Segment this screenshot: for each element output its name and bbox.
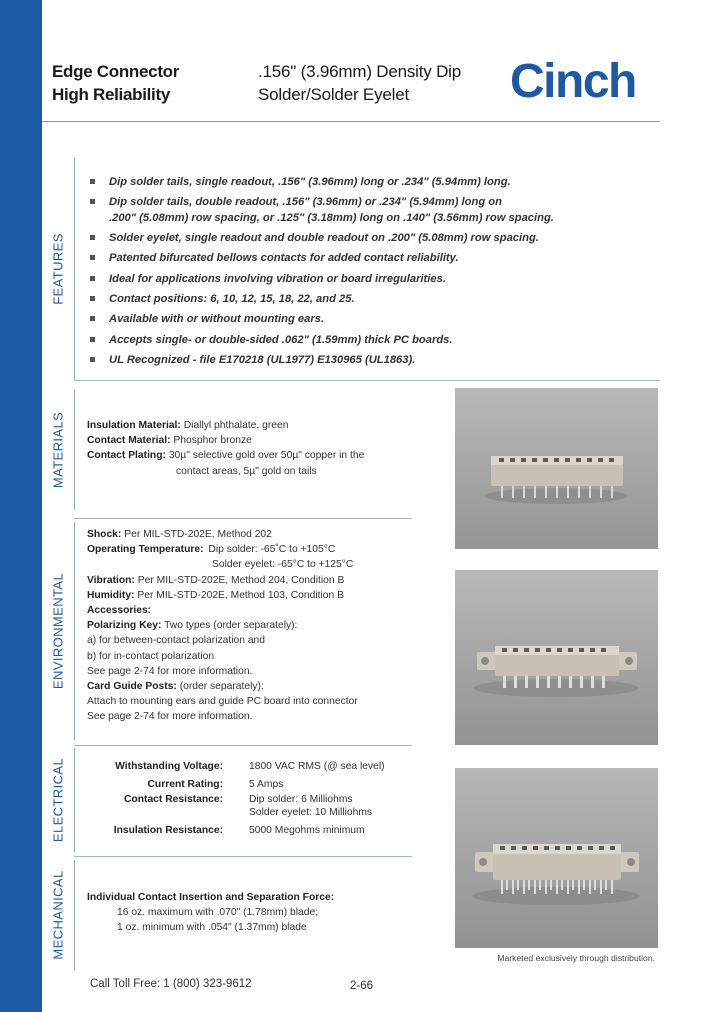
- features-list: [90, 172, 650, 371]
- section-mechanical: [42, 860, 75, 970]
- bullet-icon: [90, 276, 95, 281]
- title-line-1: Edge Connector: [52, 62, 180, 81]
- section-materials-label: MATERIALS: [50, 411, 66, 489]
- cinch-logo: Cinch: [510, 55, 636, 108]
- electrical-divider: [74, 856, 412, 857]
- bullet-icon: [90, 357, 95, 362]
- bullet-icon: [90, 337, 95, 342]
- bullet-icon: [90, 235, 95, 240]
- bullet-icon: [90, 179, 95, 184]
- title-line-2: High Reliability: [52, 85, 170, 104]
- list-item: Solder eyelet, single readout and double readout on .200" (5.08mm) row spacing.: [90, 228, 650, 248]
- environmental-block: Shock: Per MIL-STD-202E, Method 202 Operating Temperature: Dip solder: -65˚C to +105°C Solder eyelet: -65°C to +125°C Vibration: Per MIL-STD-202E, Method 204, Condition B Humidity: Per MIL-STD-202E, Method 103, Condition B Accessories: Polarizing Key: Two types (order separately): a) for between-contact polarization and b) for in-contact polarization See page 2-74 for more information. Card Guide Posts: (order separately): Attach to mounting ears and guide PC board into connector See page 2-74 for more information.: [87, 529, 358, 723]
- section-features-label: FEATURES: [50, 233, 66, 305]
- current-rating-row: Current Rating: 5 Amps: [147, 779, 284, 790]
- list-item: Patented bifurcated bellows contacts for added contact reliability.: [90, 248, 650, 268]
- list-item: Contact positions: 6, 10, 12, 15, 18, 22, and 25.: [90, 289, 650, 309]
- product-title: [52, 60, 179, 106]
- withstanding-voltage-row: Withstanding Voltage: 1800 VAC RMS (@ sea level): [115, 761, 385, 772]
- materials-block: Insulation Material: Diallyl phthalate, green Contact Material: Phosphor bronze Contact Plating: 30µ" selective gold over 50µ" copper in the contact areas, 5µ" gold on tails: [87, 420, 365, 477]
- toll-free-number: Call Toll Free: 1 (800) 323-9612: [90, 978, 252, 990]
- subtitle-line-2: Solder/Solder Eyelet: [258, 85, 409, 104]
- bullet-icon: [90, 255, 95, 260]
- section-environmental: [42, 522, 75, 740]
- bullet-icon: [90, 316, 95, 321]
- materials-divider: [74, 518, 412, 519]
- list-item: Dip solder tails, double readout, .156" (3.96mm) or .234" (5.94mm) long on .200" (5.08mm) row spacing, or .125" (3.18mm) long on .140" (3.56mm) row spacing.: [90, 192, 650, 225]
- section-mechanical-label: MECHANICAL: [50, 870, 66, 960]
- page-number: 2-66: [350, 980, 374, 992]
- section-environmental-label: ENVIRONMENTAL: [50, 572, 66, 690]
- insulation-resistance-row: Insulation Resistance: 5000 Megohms minimum: [113, 825, 365, 836]
- section-materials: [42, 390, 75, 510]
- connector-photo-dip-single: [455, 388, 658, 549]
- left-color-bar: [0, 0, 42, 1012]
- environmental-divider: [74, 745, 412, 746]
- list-item: Accepts single- or double-sided .062" (1.59mm) thick PC boards.: [90, 330, 650, 350]
- product-subtitle: [258, 60, 461, 106]
- section-features: [42, 158, 75, 380]
- bullet-icon: [90, 199, 95, 204]
- list-item: UL Recognized - file E170218 (UL1977) E130965 (UL1863).: [90, 350, 650, 370]
- section-electrical: [42, 748, 75, 852]
- connector-photo-eyelet-ears: [455, 570, 658, 745]
- subtitle-line-1: .156" (3.96mm) Density Dip: [258, 62, 462, 81]
- list-item: Ideal for applications involving vibration or board irregularities.: [90, 269, 650, 289]
- list-item: Dip solder tails, single readout, .156" (3.96mm) long or .234" (5.94mm) long.: [90, 172, 650, 192]
- header-divider: [42, 121, 660, 122]
- mechanical-block: Individual Contact Insertion and Separation Force: 16 oz. maximum with .070" (1.78mm) blade; 1 oz. minimum with .054" (1.37mm) blade: [87, 892, 335, 934]
- distribution-note: Marketed exclusively through distribution.: [497, 953, 655, 963]
- connector-photo-dip-double: [455, 768, 658, 948]
- section-electrical-label: ELECTRICAL: [50, 757, 66, 843]
- contact-resistance-row: Contact Resistance: Dip solder: 6 Milliohms Solder eyelet: 10 Milliohms: [124, 794, 373, 818]
- list-item: Available with or without mounting ears.: [90, 309, 650, 329]
- features-divider: [74, 380, 660, 381]
- bullet-icon: [90, 296, 95, 301]
